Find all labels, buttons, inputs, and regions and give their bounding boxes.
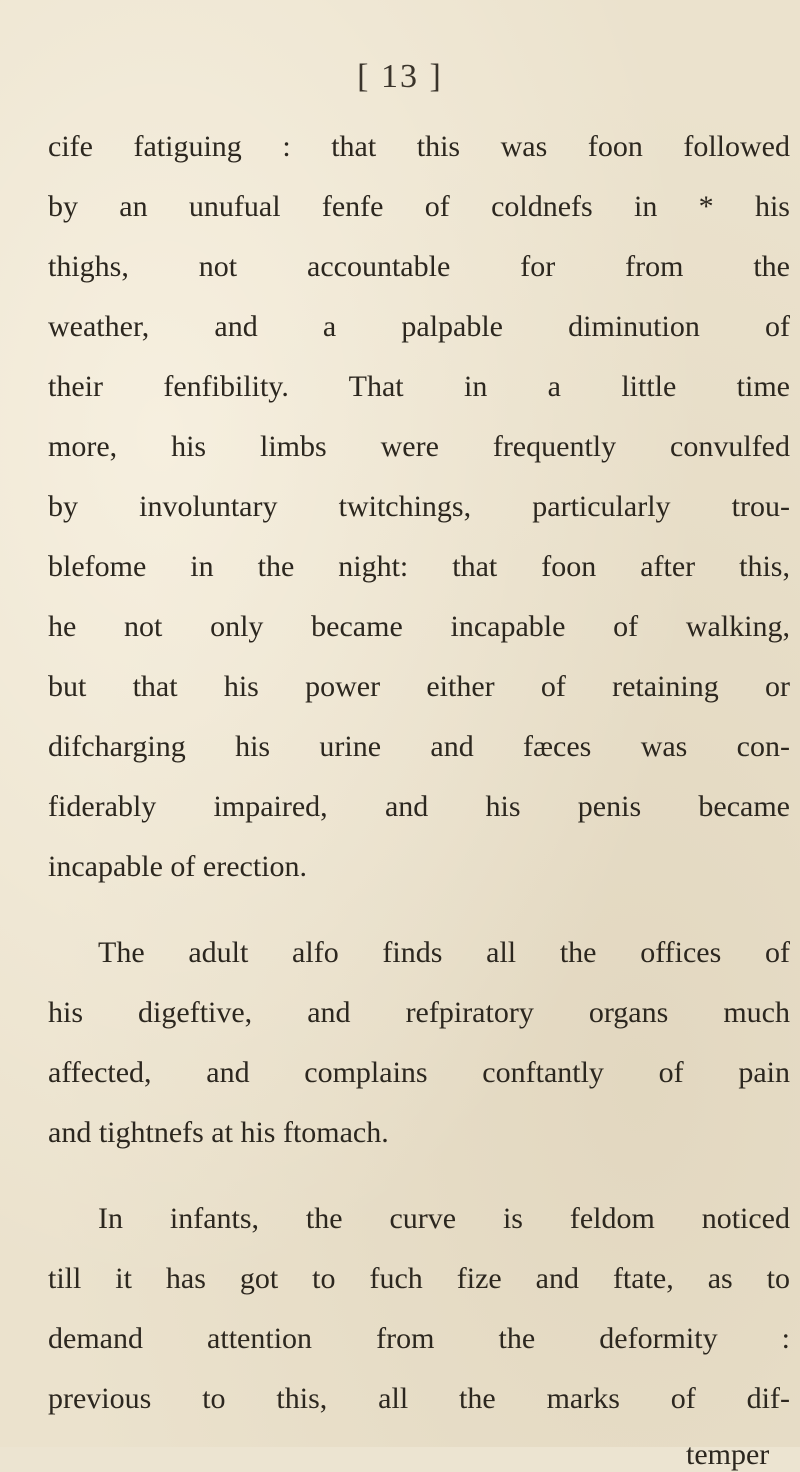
text-line: but that his power either of retaining or: [48, 670, 790, 703]
text-line: his digeftive, and refpiratory organs much: [48, 996, 790, 1029]
page-number-header: [ 13 ]: [357, 58, 443, 95]
text-line: till it has got to fuch fize and ftate, as to: [48, 1262, 790, 1295]
text-line: thighs, not accountable for from the: [48, 250, 790, 283]
text-line: more, his limbs were frequently convulfed: [48, 430, 790, 463]
text-line: fiderably impaired, and his penis became: [48, 790, 790, 823]
text-line: affected, and complains conftantly of pain: [48, 1056, 790, 1089]
text-line: cife fatiguing : that this was foon followed: [48, 130, 790, 163]
text-line: In infants, the curve is feldom noticed: [98, 1202, 790, 1235]
text-line: incapable of erection.: [48, 850, 308, 883]
text-line: previous to this, all the marks of dif-: [48, 1382, 790, 1415]
text-line: by an unufual fenfe of coldnefs in * his: [48, 190, 790, 223]
text-line: difcharging his urine and fæces was con-: [48, 730, 790, 763]
text-line: he not only became incapable of walking,: [48, 610, 790, 643]
text-line: demand attention from the deformity :: [48, 1322, 790, 1355]
text-line: and tightnefs at his ftomach.: [48, 1116, 389, 1149]
text-line: weather, and a palpable diminution of: [48, 310, 790, 343]
catchword: temper: [686, 1438, 770, 1471]
text-line: their fenfibility. That in a little time: [48, 370, 790, 403]
text-line: blefome in the night: that foon after this,: [48, 550, 790, 583]
text-line: The adult alfo finds all the offices of: [98, 936, 790, 969]
text-line: by involuntary twitchings, particularly trou-: [48, 490, 790, 523]
